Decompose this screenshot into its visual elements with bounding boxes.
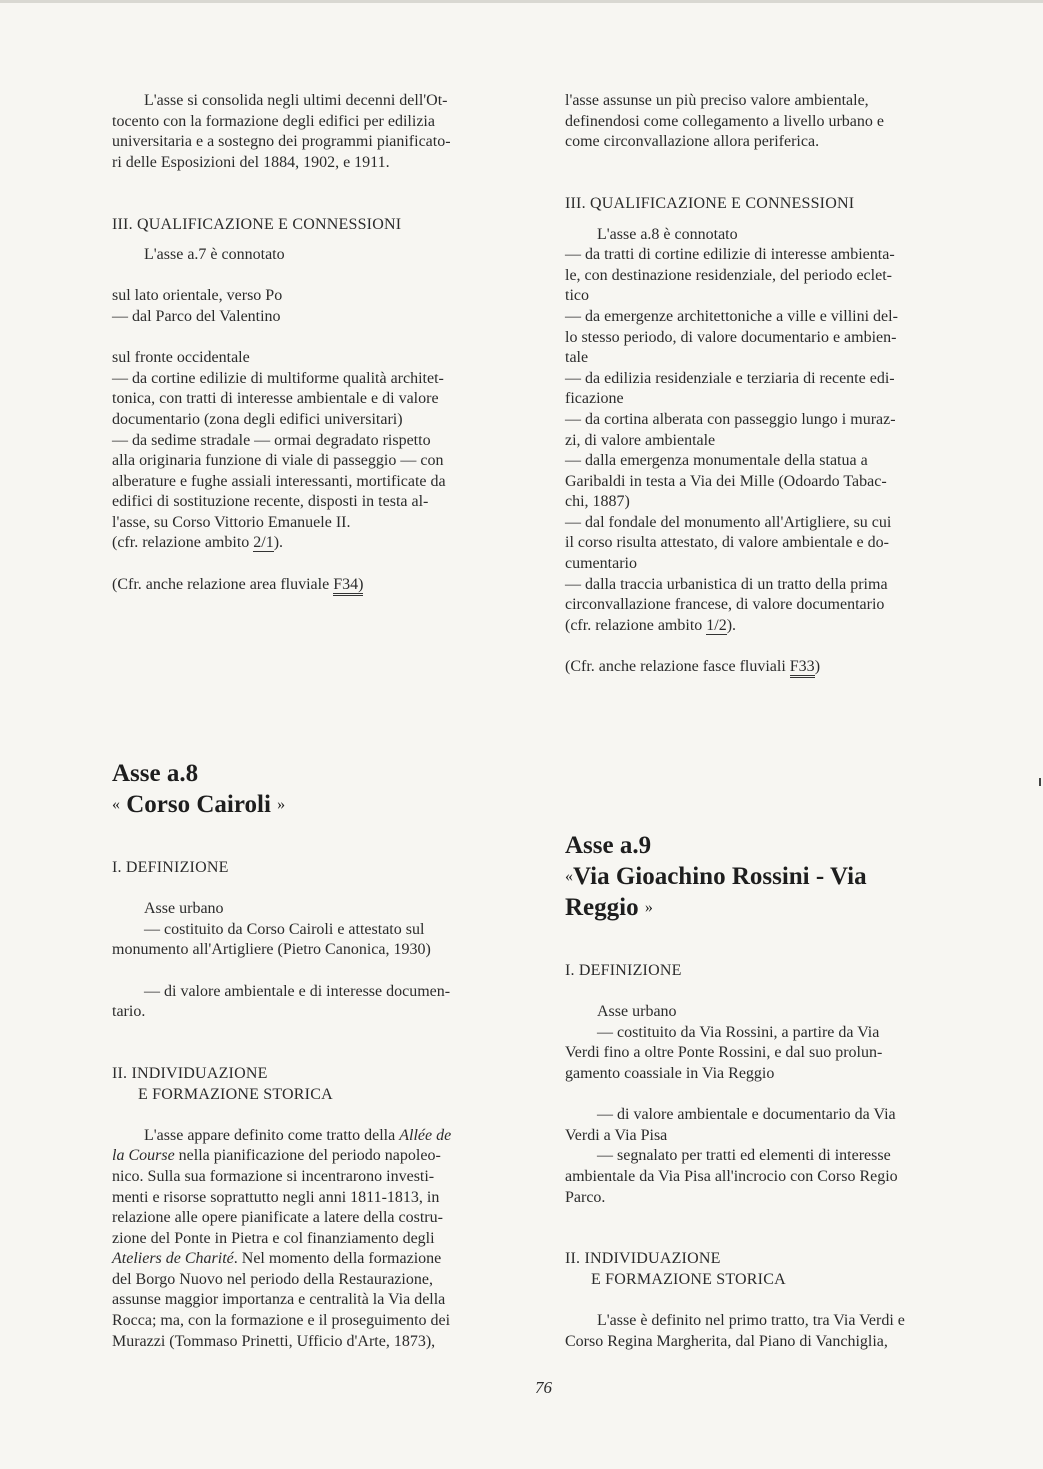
a8-hist-line-10: Rocca; ma, con la formazione e il proseguimento dei — [112, 1312, 451, 1330]
a8-hist-line-5: relazione alle opere pianificate a latere della costru- — [112, 1209, 443, 1227]
west-line-8: l'asse, su Corso Vittorio Emanuele II. — [112, 513, 351, 531]
a8-line-15: il corso risulta attestato, di valore ambientale e do- — [565, 534, 889, 552]
a8-def-heading: I. DEFINIZIONE — [112, 859, 229, 876]
ambito-ref: 2/1 — [253, 534, 274, 552]
asse-a9-title — [565, 830, 867, 923]
a8-hist-line-4: menti e risorse soprattutto negli anni 1811-1813, in — [112, 1188, 440, 1206]
a9-valore-line-4: ambientale da Via Pisa all'incrocio con Corso Regio — [565, 1167, 898, 1185]
a9-def-line-2: Verdi fino a oltre Ponte Rossini, e dal suo prolun- — [565, 1044, 883, 1062]
west-line-2: tonica, con tratti di interesse ambientale e di valore — [112, 390, 439, 408]
a8-line-9: — da cortina alberata con passeggio lungo i muraz- — [565, 410, 896, 428]
a9-ind-heading-2: E FORMAZIONE STORICA — [591, 1270, 786, 1288]
cfr-area: (Cfr. anche relazione area fluviale F34) — [112, 575, 520, 596]
asse-a8-title — [112, 758, 285, 820]
a8-line-12: Garibaldi in testa a Via dei Mille (Odoardo Tabac- — [565, 472, 887, 490]
a8-line-7: — da edilizia residenziale e terziaria di recente edi- — [565, 369, 895, 387]
top-rule — [0, 0, 1043, 3]
a9-hist-line-2: Corso Regina Margherita, dal Piano di Vanchiglia, — [565, 1332, 888, 1350]
a8-line-5: lo stesso periodo, di valore documentario e ambien- — [565, 328, 897, 346]
a8-intro: L'asse a.8 è connotato — [597, 225, 738, 243]
west-line-3: documentario (zona degli edifici universitari) — [112, 410, 403, 428]
a8-valore-line-2: tario. — [112, 1003, 146, 1021]
a8-def-line-2: monumento all'Artigliere (Pietro Canonica, 1930) — [112, 941, 431, 959]
a8-line-14: — dal fondale del monumento all'Artigliere, su cui — [565, 513, 892, 531]
a9-def-line-3: gamento coassiale in Via Reggio — [565, 1064, 775, 1082]
area-ref: F34) — [333, 576, 363, 596]
a9-hist-line-1: L'asse è definito nel primo tratto, tra Via Verdi e — [597, 1312, 905, 1330]
a9-valore-line-1: — di valore ambientale e documentario da Via — [597, 1106, 896, 1124]
asse-a9-name-2: Reggio » — [565, 894, 653, 921]
a8-hist-line-6: zione del Ponte in Pietra e col finanziamento degli — [112, 1229, 435, 1247]
ambito-ref-right: 1/2 — [706, 616, 727, 634]
a8-line-16: cumentario — [565, 555, 637, 573]
west-line-4: — da sedime stradale — ormai degradato rispetto — [112, 431, 431, 449]
a9-valore-line-5: Parco. — [565, 1188, 606, 1206]
a8-hist-line-2: la Course nella pianificazione del periodo napoleo- — [112, 1147, 441, 1165]
a8-line-8: ficazione — [565, 390, 624, 408]
west-line-1: — da cortine edilizie di multiforme qualità architet- — [112, 369, 444, 387]
cfr-ambito-right: (cfr. relazione ambito 1/2). — [565, 616, 737, 634]
a9-def-heading: I. DEFINIZIONE — [565, 962, 682, 979]
edge-mark — [1039, 778, 1041, 786]
intro-line-3: universitaria e a sostegno dei programmi pianificato- — [112, 133, 451, 151]
a8-hist-line-11: Murazzi (Tommaso Prinetti, Ufficio d'Arte, 1873), — [112, 1332, 436, 1350]
a9-valore-line-3: — segnalato per tratti ed elementi di interesse — [597, 1147, 891, 1165]
intro-line-1: L'asse si consolida negli ultimi decenni dell'Ot- — [144, 92, 448, 109]
left-column-top — [112, 91, 520, 595]
a9-valore-line-2: Verdi a Via Pisa — [565, 1126, 668, 1144]
right-column-top — [565, 91, 973, 678]
east-side: sul lato orientale, verso Po — [112, 287, 283, 305]
section-heading-right: III. QUALIFICAZIONE E CONNESSIONI — [565, 194, 855, 212]
a8-hist-line-3: nico. Sulla sua formazione si incentrarono investi- — [112, 1167, 435, 1185]
a8-def-line-1: — costituito da Corso Cairoli e attestato sul — [144, 920, 425, 938]
a9-ind-heading-1: II. INDIVIDUAZIONE — [565, 1250, 721, 1268]
a9-urbano: Asse urbano — [597, 1003, 677, 1021]
a8-valore-line-1: — di valore ambientale e di interesse documen- — [144, 982, 451, 1000]
a8-line-11: — dalla emergenza monumentale della statua a — [565, 452, 868, 470]
asse-a9-number: Asse a.9 — [565, 832, 652, 859]
cfr-fasce: (Cfr. anche relazione fasce fluviali F33) — [565, 657, 973, 678]
a8-line-18: circonvallazione francese, di valore documentario — [565, 596, 885, 614]
a8-hist-line-8: del Borgo Nuovo nel periodo della Restaurazione, — [112, 1270, 433, 1288]
west-line-5: alla originaria funzione di viale di passeggio — con — [112, 452, 444, 470]
a8-line-10: zi, di valore ambientale — [565, 431, 716, 449]
asse-a8-body — [112, 858, 520, 1352]
a8-hist-line-1: L'asse appare definito come tratto della Allée de — [144, 1126, 452, 1144]
a8-line-17: — dalla traccia urbanistica di un tratto della prima — [565, 575, 888, 593]
a8-line-3: tico — [565, 287, 589, 305]
valentino-line: — dal Parco del Valentino — [112, 307, 281, 325]
cont-line-3: come circonvallazione allora periferica. — [565, 133, 820, 151]
intro-line-2: tocento con la formazione degli edifici per edilizia — [112, 112, 435, 130]
asse-a8-number: Asse a.8 — [112, 760, 199, 787]
a8-hist-line-9: assunse maggior importanza e centralità la Via della — [112, 1291, 446, 1309]
a8-hist-line-7: Ateliers de Charité. Nel momento della formazione — [112, 1250, 442, 1268]
a7-intro: L'asse a.7 è connotato — [144, 246, 285, 264]
cont-line-1: l'asse assunse un più preciso valore ambientale, — [565, 92, 869, 109]
west-line-7: edifici di sostituzione recente, disposti in testa al- — [112, 493, 429, 511]
a8-line-2: le, con destinazione residenziale, del periodo eclet- — [565, 266, 892, 284]
a8-line-6: tale — [565, 349, 589, 367]
a9-def-line-1: — costituito da Via Rossini, a partire da Via — [597, 1023, 880, 1041]
asse-a9-body — [565, 961, 973, 1352]
cont-line-2: definendosi come collegamento a livello urbano e — [565, 112, 884, 130]
page-number: 76 — [535, 1378, 552, 1397]
west-front: sul fronte occidentale — [112, 349, 250, 367]
a8-line-1: — da tratti di cortine edilizie di interesse ambienta- — [565, 246, 895, 264]
cfr-ambito: (cfr. relazione ambito 2/1). — [112, 534, 284, 552]
section-heading: III. QUALIFICAZIONE E CONNESSIONI — [112, 215, 402, 233]
a8-line-13: chi, 1887) — [565, 493, 630, 511]
a8-line-4: — da emergenze architettoniche a ville e villini del- — [565, 307, 898, 325]
intro-line-4: ri delle Esposizioni del 1884, 1902, e 1911. — [112, 153, 390, 171]
asse-a9-name-1: «Via Gioachino Rossini - Via — [565, 863, 867, 890]
fasce-ref: F33 — [790, 658, 815, 678]
west-line-6: alberature e fughe assiali interessanti, mortificate da — [112, 472, 446, 490]
a8-urbano: Asse urbano — [144, 900, 224, 918]
a8-ind-heading-2: E FORMAZIONE STORICA — [138, 1085, 333, 1103]
asse-a8-name: « Corso Cairoli » — [112, 791, 286, 818]
a8-ind-heading-1: II. INDIVIDUAZIONE — [112, 1064, 268, 1082]
